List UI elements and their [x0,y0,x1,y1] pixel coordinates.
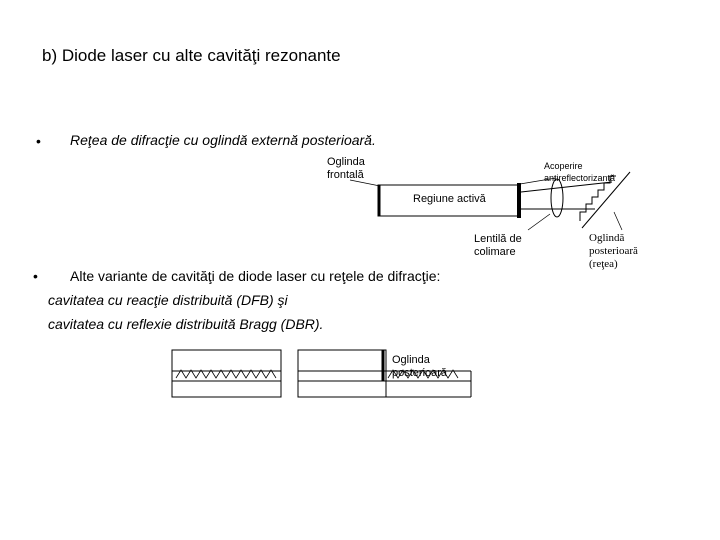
lens-label: Lentilă de colimare [474,233,522,258]
bullet-marker-1: • [36,133,41,149]
active-region-label: Regiune activă [413,193,486,205]
coating-label: Acoperire antireflectorizantă [544,161,616,183]
lens-leader [528,214,550,230]
dbr-rear-mirror-label: Oglinda posterioară [392,354,448,379]
rear-mirror-grating-label: Oglindă posterioară (reţea) [589,232,638,270]
bullet-2-text: Alte variante de cavităţi de diode laser cu reţele de difracţie: [70,268,441,284]
bullet-1-text: Reţea de difracţie cu oglindă externă posterioară. [70,132,376,148]
dbr-active-section [298,350,386,397]
slide-title: b) Diode laser cu alte cavităţi rezonante [42,46,341,65]
bullet-2-line-dbr: cavitatea cu reflexie distribuită Bragg (DBR). [48,316,324,332]
bullet-marker-2: • [33,268,38,284]
bullet-2-line-dfb: cavitatea cu reacţie distribuită (DFB) şi [48,292,288,308]
collimating-lens [551,179,563,217]
front-mirror-label: Oglinda frontală [327,156,365,181]
rear-mirror-leader [614,212,622,230]
